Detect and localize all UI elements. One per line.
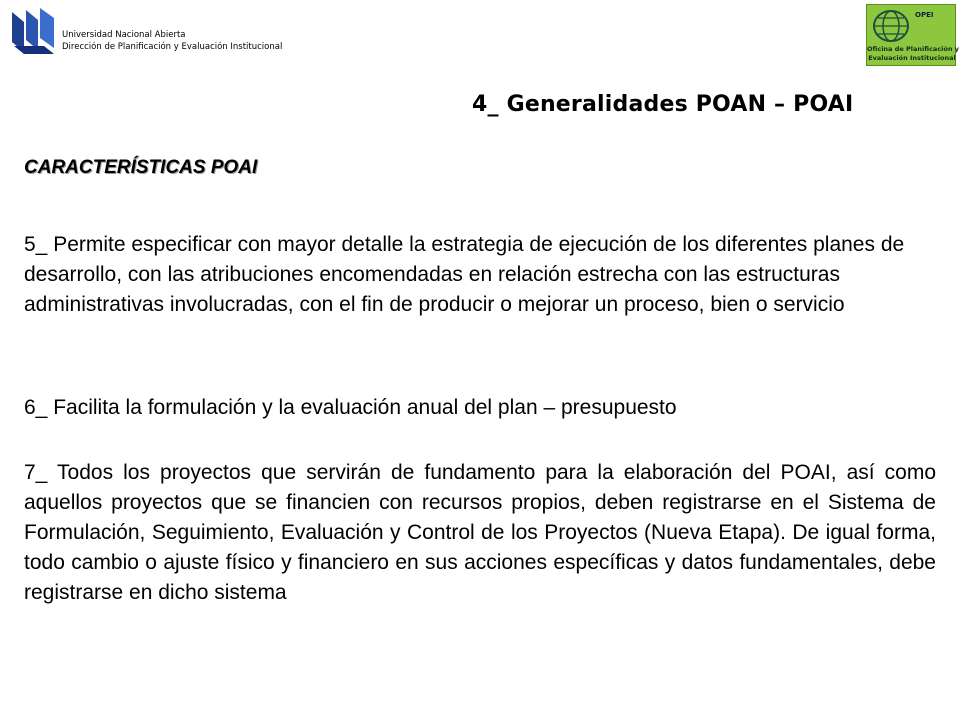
opei-logo [866,4,959,66]
opei-globe-icon [871,8,911,44]
una-logo-icon [10,6,58,58]
university-name: Universidad Nacional Abierta [62,30,186,40]
opei-name [867,45,957,63]
department-name: Dirección de Planificación y Evaluación Institucional [62,42,283,52]
opei-name-line2: Evaluación Institucional [868,54,956,62]
section-heading: CARACTERÍSTICAS POAI [24,157,258,178]
page-title: 4_ Generalidades POAN – POAI [472,92,854,117]
institution-header [62,29,282,53]
paragraph-item-6: 6_ Facilita la formulación y la evaluación anual del plan – presupuesto [24,396,677,419]
paragraph-item-7: 7_ Todos los proyectos que servirán de fundamento para la elaboración del POAI, así como aquellos proyectos que se financien con recursos propios, deben registrarse en el Sistema de Formulación, Seguimiento, Evaluación y Control de los Proyectos (Nueva Etapa). De igual forma, todo cambio o ajuste físico y financiero en sus acciones específicas y datos fundamentales, debe registrarse en dicho sistema [24,461,936,604]
opei-abbreviation: OPEI [915,11,934,19]
opei-name-line1: Oficina de Planificación y [867,45,959,53]
paragraph-item-5: 5_ Permite especificar con mayor detalle la estrategia de ejecución de los diferentes planes de desarrollo, con las atribuciones encomendadas en relación estrecha con las estructuras administrativas involucradas, con el fin de producir o mejorar un proceso, bien o servicio [24,233,905,316]
